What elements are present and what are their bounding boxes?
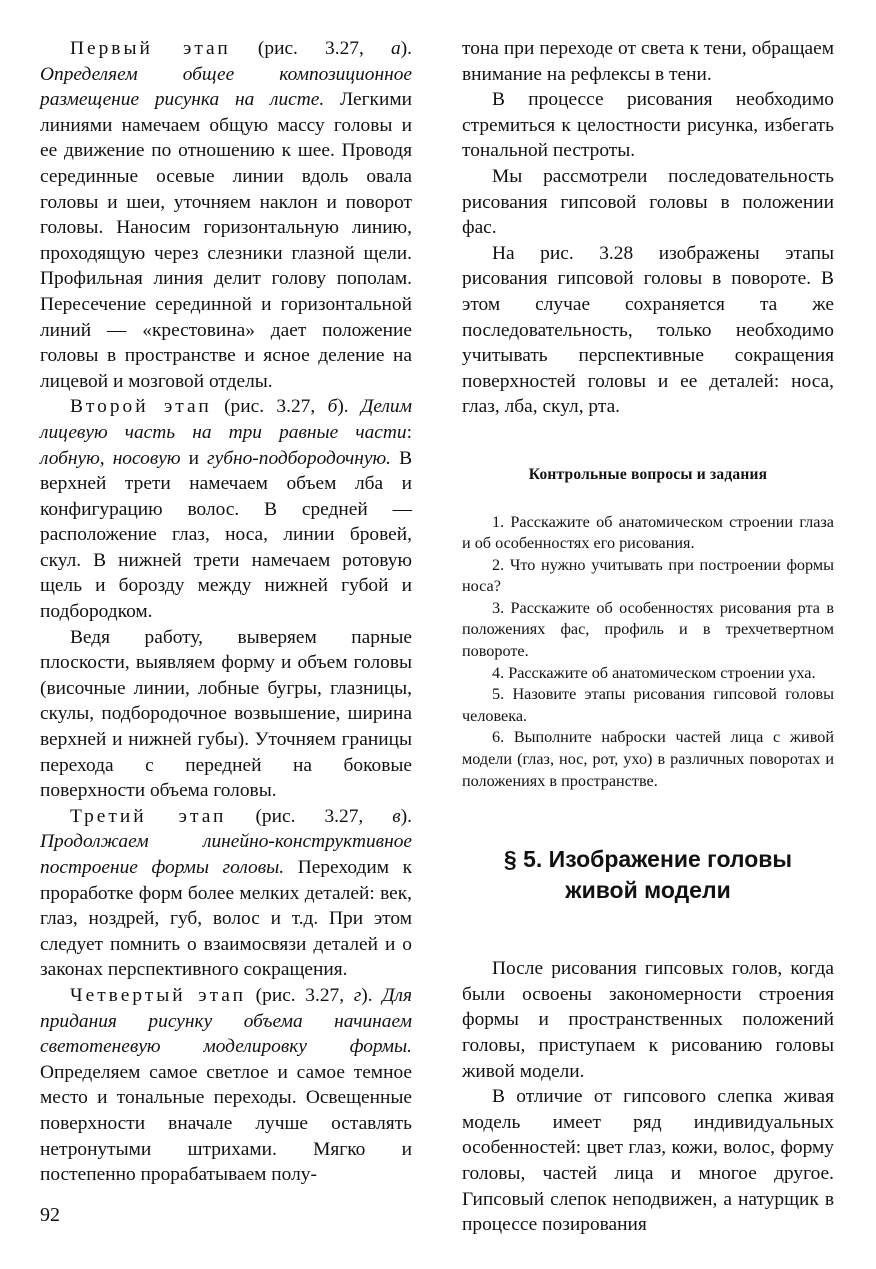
stage-label: Третий этап bbox=[70, 805, 227, 827]
paragraph-continuation: тона при переходе от света к тени, обращаем внимание на рефлексы в тени. bbox=[462, 38, 834, 85]
paragraph-stage-2: Второй этап (рис. 3.27, б). Делим лицевую часть на три равные части: лобную, носовую и губно-подбородочную. В верхней трети намечаем объем лба и конфигурацию волос. В средней — расположение глаз, носа, линии бровей, скул. В нижней трети намечаем ротовую щель и борозду между нижней губой и подбородком. bbox=[40, 396, 413, 623]
paragraph-summary: Мы рассмотрели последовательность рисования гипсовой головы в положении фас. bbox=[462, 165, 834, 239]
question-item: 6. Выполните наброски частей лица с живой модели (глаз, нос, рот, ухо) в различных поворотах и положениях в пространстве. bbox=[462, 728, 834, 790]
stage-task: Для придания рисунку объема начинаем светотеневую моделировку формы. bbox=[40, 984, 413, 1058]
question-item: 4. Расскажите об анатомическом строении уха. bbox=[492, 663, 816, 682]
stage-task: Продолжаем линейно-конструктивное построение формы головы. bbox=[40, 831, 412, 878]
paragraph-integrity: В процессе рисования необходимо стремиться к целостности рисунка, избегать тональной пестроты. bbox=[462, 89, 834, 162]
paragraph-stage-4: Четвертый этап (рис. 3.27, г). Для придания рисунку объема начинаем светотеневую моделировку формы. Определяем самое светлое и самое темное место и тональные переходы. Освещенные поверхности вначале лучше оставлять нетронутыми штрихами. Мягко и постепенно прорабатываем полу- bbox=[40, 984, 413, 1186]
paragraph-stage-3: Третий этап (рис. 3.27, в). Продолжаем линейно-конструктивное построение формы головы. Переходим к проработке форм более мелких деталей: век, глаз, ноздрей, губ, волос и т.д. При этом следует помнить о взаимосвязи деталей и о законах перспективного сокращения. bbox=[40, 805, 412, 981]
paragraph-planes: Ведя работу, выверяем парные плоскости, выявляем форму и объем головы (височные линии, лобные бугры, глазницы, скулы, подбородочное возвышение, ширина верхней и нижней губы). Уточняем границы перехода с передней на боковые поверхности объема головы. bbox=[40, 626, 412, 802]
paragraph-stage-1: Первый этап (рис. 3.27, а). Определяем общее композиционное размещение рисунка на листе. Легкими линиями намечаем общую массу головы и ее движение по отношению к шее. Проводя серединные осевые линии вдоль овала головы и шеи, уточняем наклон и поворот головы. Наносим горизонтальную линию, проходящую через слезники глазной щели. Профильная линия делит голову пополам. Пересечение серединной и горизонтальной линий — «крестовина» дает положение головы в пространстве и ясное деление на лицевой и мозговой отделы. bbox=[40, 38, 412, 392]
stage-label: Второй этап bbox=[70, 396, 212, 418]
question-item: 5. Назовите этапы рисования гипсовой головы человека. bbox=[462, 685, 834, 725]
question-item: 1. Расскажите об анатомическом строении глаза и об особенностях его рисования. bbox=[462, 512, 834, 553]
questions-title: Контрольные вопросы и задания bbox=[528, 465, 768, 483]
section-heading: § 5. Изображение головы живой модели bbox=[503, 846, 793, 904]
left-column bbox=[40, 36, 412, 1188]
right-column bbox=[462, 36, 834, 1238]
stage-label: Первый этап bbox=[70, 38, 231, 59]
question-item: 2. Что нужно учитывать при построении формы носа? bbox=[462, 555, 834, 596]
control-questions bbox=[462, 462, 834, 792]
paragraph-figure-3-28: На рис. 3.28 изображены этапы рисования гипсовой головы в повороте. В этом случае сохраняется та же последовательность, только необходимо учитывать перспективные сокращения поверхностей головы и ее деталей: носа, глаз, лба, скул, рта. bbox=[462, 242, 834, 418]
stage-task: Делим лицевую часть на три равные части bbox=[40, 396, 412, 443]
stage-label: Четвертый этап bbox=[70, 984, 247, 1006]
question-item: 3. Расскажите об особенностях рисования рта в положениях фас, профиль и в трехчетвертном повороте. bbox=[462, 598, 834, 661]
page-number: 92 bbox=[40, 1204, 60, 1226]
stage-task: Определяем общее композиционное размещение рисунка на листе. bbox=[40, 63, 412, 111]
paragraph-live-model-intro: После рисования гипсовых голов, когда были освоены закономерности строения формы и пространственных положений головы, приступаем к рисованию головы живой модели. bbox=[462, 958, 834, 1082]
paragraph-live-model-diff: В отличие от гипсового слепка живая модель имеет ряд индивидуальных особенностей: цвет глаз, кожи, волос, форму головы, частей лица и многое другое. Гипсовый слепок неподвижен, а натурщик в процессе позирования bbox=[462, 1086, 834, 1236]
